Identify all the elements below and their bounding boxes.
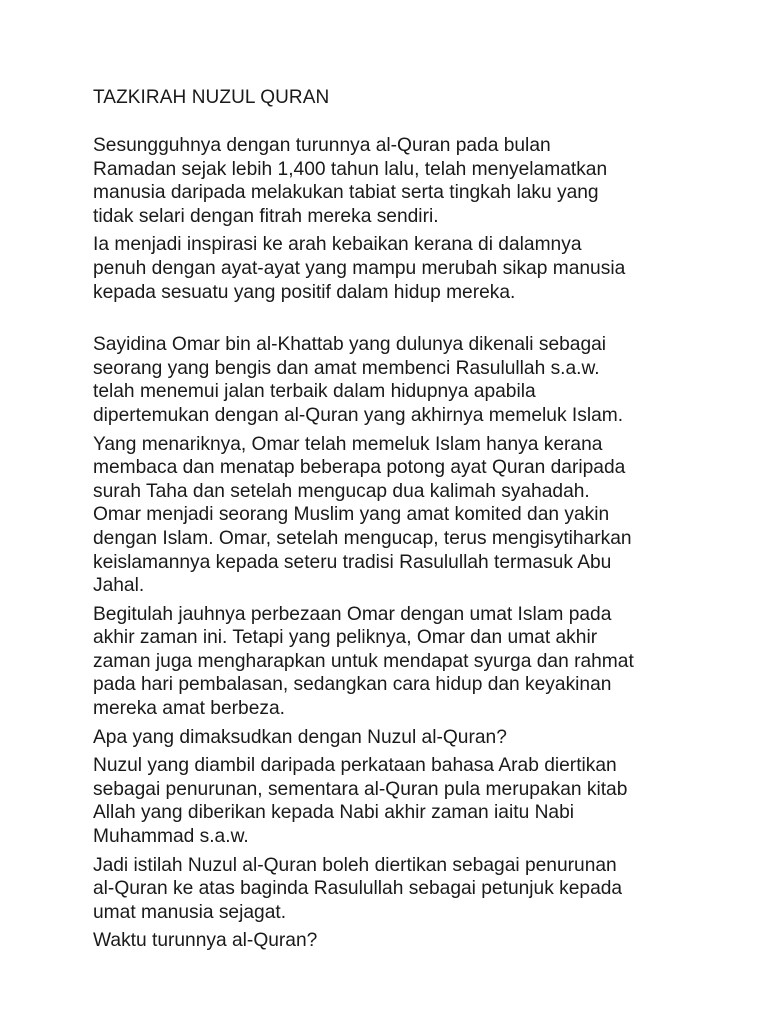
paragraph-nuzul-meaning: Nuzul yang diambil daripada perkataan bahasa Arab diertikan sebagai penurunan, sementara al-Quran pula merupakan kitab Allah yang diberikan kepada Nabi akhir zaman iaitu Nabi Muhammad s.a.w. <box>93 755 628 848</box>
paragraph-difference: Begitulah jauhnya perbezaan Omar dengan umat Islam pada akhir zaman ini. Tetapi yang peliknya, Omar dan umat akhir zaman juga mengharapkan untuk mendapat syurga dan rahmat pada hari pembalasan, sedangkan cara hidup dan keyakinan mereka amat berbeza. <box>93 603 634 720</box>
paragraph-omar-conversion: Yang menariknya, Omar telah memeluk Islam hanya kerana membaca dan menatap beberapa potong ayat Quran daripada surah Taha dan setelah mengucap dua kalimah syahadah. Omar menjadi seorang Muslim yang amat komited dan yakin dengan Islam. Omar, setelah mengucap, terus mengisytiharkan keislamannya kepada seteru tradisi Rasulullah termasuk Abu Jahal. <box>93 433 632 597</box>
paragraph-intro: Sesungguhnya dengan turunnya al-Quran pada bulan Ramadan sejak lebih 1,400 tahun lalu, telah menyelamatkan manusia daripada melakukan tabiat serta tingkah laku yang tidak selari dengan fitrah mereka sendiri. <box>93 135 608 227</box>
paragraph-nuzul-definition: Jadi istilah Nuzul al-Quran boleh diertikan sebagai penurunan al-Quran ke atas baginda Rasulullah sebagai petunjuk kepada umat manusia sejagat. <box>93 854 623 923</box>
paragraph-question-nuzul: Apa yang dimaksudkan dengan Nuzul al-Quran? <box>93 726 507 748</box>
document-title: TAZKIRAH NUZUL QURAN <box>93 87 330 108</box>
paragraph-inspiration: Ia menjadi inspirasi ke arah kebaikan kerana di dalamnya penuh dengan ayat-ayat yang mampu merubah sikap manusia kepada sesuatu yang positif dalam hidup mereka. <box>93 234 626 303</box>
paragraph-omar-intro: Sayidina Omar bin al-Khattab yang dulunya dikenali sebagai seorang yang bengis dan amat membenci Rasulullah s.a.w. telah menemui jalan terbaik dalam hidupnya apabila dipertemukan dengan al-Quran yang akhirnya memeluk Islam. <box>93 334 624 426</box>
paragraph-question-time: Waktu turunnya al-Quran? <box>93 930 318 952</box>
